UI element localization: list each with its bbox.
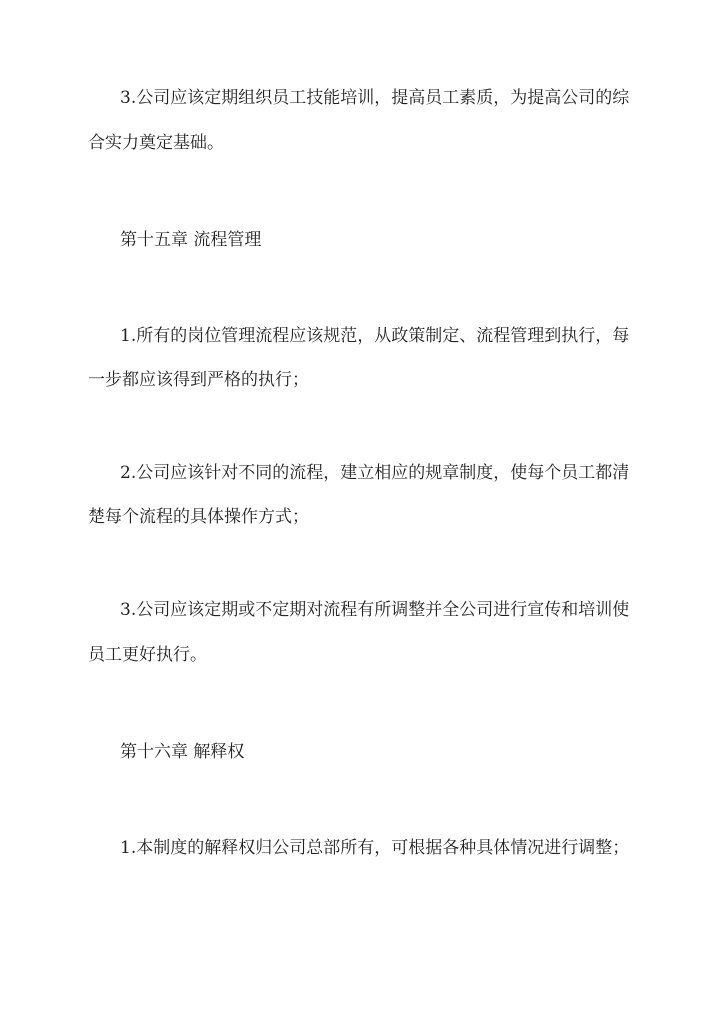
paragraph-line: 员工更好执行。 bbox=[88, 645, 207, 665]
paragraph-line: 1.所有的岗位管理流程应该规范，从政策制定、流程管理到执行，每 bbox=[120, 326, 630, 346]
paragraph-line: 楚每个流程的具体操作方式； bbox=[88, 507, 309, 527]
paragraph-line: 一步都应该得到严格的执行； bbox=[88, 370, 309, 390]
chapter-heading: 第十六章 解释权 bbox=[120, 742, 245, 762]
paragraph-line: 1.本制度的解释权归公司总部所有，可根据各种具体情况进行调整； bbox=[120, 838, 630, 858]
chapter-heading: 第十五章 流程管理 bbox=[120, 230, 262, 250]
paragraph-line: 合实力奠定基础。 bbox=[88, 133, 224, 153]
paragraph-line: 3.公司应该定期组织员工技能培训，提高员工素质，为提高公司的综 bbox=[120, 88, 630, 108]
paragraph-line: 2.公司应该针对不同的流程，建立相应的规章制度，使每个员工都清 bbox=[120, 463, 630, 483]
paragraph-line: 3.公司应该定期或不定期对流程有所调整并全公司进行宣传和培训使 bbox=[120, 600, 630, 620]
